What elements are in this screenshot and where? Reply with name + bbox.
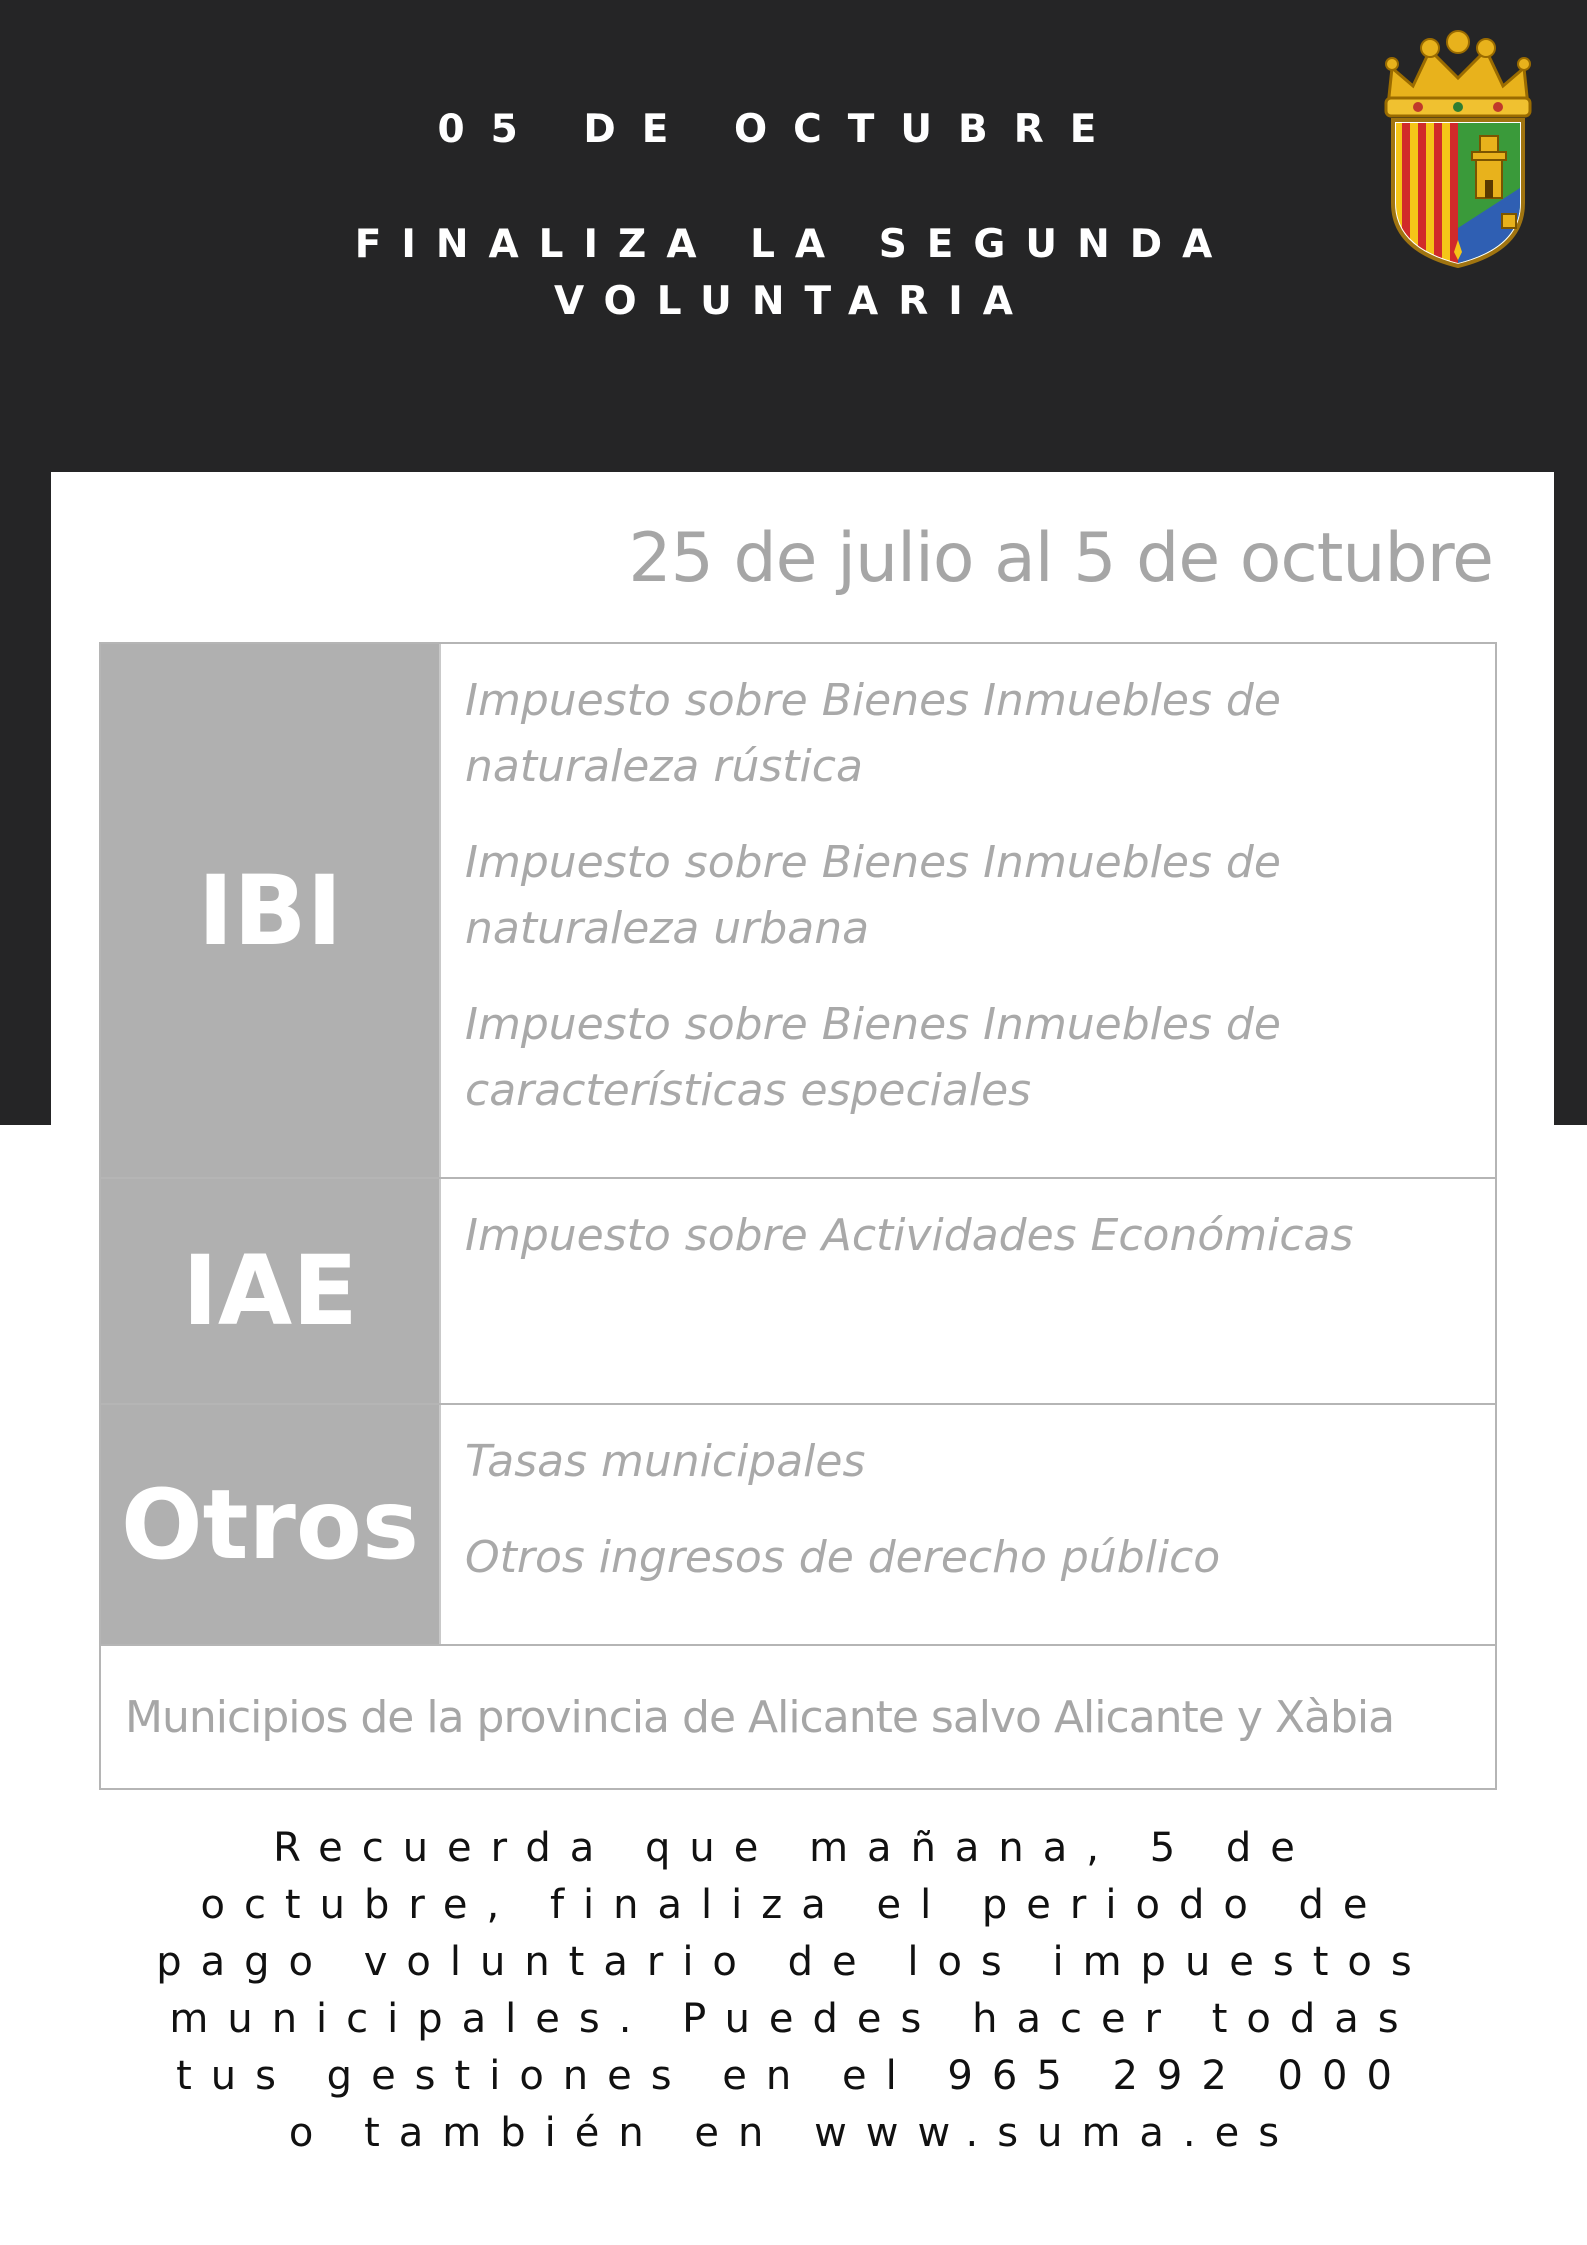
tax-item: Impuesto sobre Bienes Inmuebles de naturaleza rústica bbox=[465, 675, 1281, 792]
schedule-card bbox=[51, 472, 1554, 1824]
table-footnote: Municipios de la provincia de Alicante salvo Alicante y Xàbia bbox=[125, 1691, 1395, 1743]
header-title bbox=[0, 216, 1587, 330]
tax-table bbox=[99, 642, 1497, 1790]
tax-item: Otros ingresos de derecho público bbox=[465, 1532, 1221, 1583]
tax-list bbox=[441, 644, 1495, 1177]
header-title-line-2: VOLUNTARIA bbox=[554, 279, 1033, 324]
tax-item: Impuesto sobre Actividades Económicas bbox=[465, 1210, 1354, 1261]
crown-icon bbox=[1386, 31, 1530, 116]
reminder-text: Recuerda que mañana, 5 de octubre, finaliza el periodo de pago voluntario de los impuestos municipales. Puedes hacer todas tus gestiones en el 965 292 000 o también en www.suma.es bbox=[156, 1825, 1431, 2156]
category-label-otros: Otros bbox=[101, 1405, 441, 1644]
tax-list bbox=[441, 1179, 1495, 1403]
category-label-iae: IAE bbox=[101, 1179, 441, 1403]
date-range: 25 de julio al 5 de octubre bbox=[628, 519, 1493, 598]
table-row-iae bbox=[101, 1179, 1495, 1405]
tax-item: Impuesto sobre Bienes Inmuebles de naturaleza urbana bbox=[465, 837, 1281, 954]
tax-item: Impuesto sobre Bienes Inmuebles de características especiales bbox=[465, 999, 1281, 1116]
header-title-line-1: FINALIZA LA SEGUNDA bbox=[354, 222, 1233, 267]
tax-item: Tasas municipales bbox=[465, 1436, 866, 1487]
category-label-ibi: IBI bbox=[101, 644, 441, 1177]
coat-of-arms-icon bbox=[1368, 28, 1548, 270]
table-row-otros bbox=[101, 1405, 1495, 1646]
header-date: 05 DE OCTUBRE bbox=[437, 107, 1123, 152]
tax-list bbox=[441, 1405, 1495, 1644]
table-row-ibi bbox=[101, 644, 1495, 1179]
